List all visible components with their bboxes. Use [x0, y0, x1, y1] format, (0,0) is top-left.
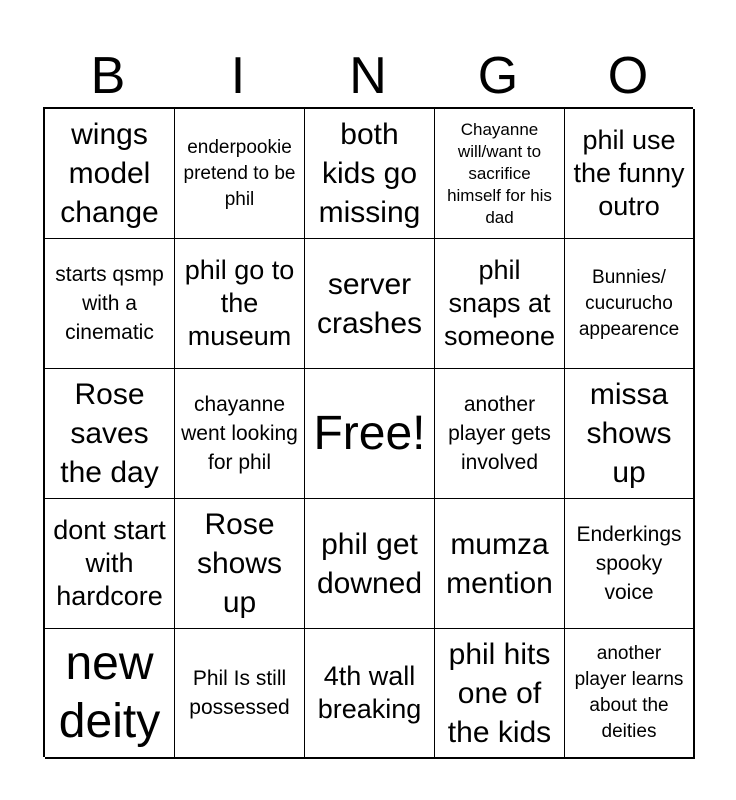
- free-space-cell[interactable]: [305, 369, 435, 499]
- bingo-grid: [43, 107, 693, 757]
- bingo-cell-text: phil get downed: [316, 527, 423, 600]
- bingo-cell-text: another player learns about the deities: [574, 643, 684, 742]
- bingo-cell[interactable]: [305, 499, 435, 629]
- bingo-cell-text: Rose saves the day: [60, 378, 159, 489]
- bingo-cell-text: phil go to the museum: [184, 255, 295, 351]
- bingo-cell-text: Bunnies/ cucurucho appearence: [578, 266, 680, 340]
- header-letter-n: N: [349, 47, 387, 105]
- bingo-cell[interactable]: [175, 369, 305, 499]
- header-letter-g: G: [477, 47, 519, 105]
- bingo-cell[interactable]: [435, 629, 565, 759]
- bingo-cell-text: Chayanne will/want to sacrifice himself for his dad: [447, 119, 552, 227]
- bingo-cell[interactable]: [565, 239, 695, 369]
- bingo-cell-text: Phil Is still possessed: [189, 667, 290, 719]
- bingo-cell-text: dont start with hardcore: [53, 515, 166, 611]
- bingo-cell[interactable]: [305, 109, 435, 239]
- bingo-cell[interactable]: [305, 239, 435, 369]
- bingo-cell-text: phil snaps at someone: [443, 255, 556, 351]
- bingo-cell[interactable]: [305, 629, 435, 759]
- bingo-cell-text: enderpookie pretend to be phil: [183, 136, 296, 210]
- bingo-cell[interactable]: [175, 239, 305, 369]
- bingo-cell[interactable]: [565, 629, 695, 759]
- bingo-cell-text: chayanne went looking for phil: [181, 393, 298, 474]
- bingo-cell[interactable]: [435, 109, 565, 239]
- bingo-cell-text: server crashes: [316, 267, 423, 340]
- bingo-cell[interactable]: [175, 629, 305, 759]
- bingo-cell[interactable]: [45, 239, 175, 369]
- bingo-cell[interactable]: [435, 239, 565, 369]
- bingo-cell-text: wings model change: [60, 118, 159, 229]
- bingo-cell-text: another player gets involved: [448, 393, 551, 474]
- bingo-cell[interactable]: [435, 499, 565, 629]
- bingo-cell-text: phil use the funny outro: [573, 125, 685, 221]
- bingo-cell-text: phil hits one of the kids: [447, 637, 552, 749]
- bingo-cell[interactable]: [175, 109, 305, 239]
- bingo-cell-text: Rose shows up: [196, 508, 283, 619]
- bingo-cell[interactable]: [565, 499, 695, 629]
- bingo-cell-text: new deity: [58, 637, 161, 748]
- bingo-cell-text: mumza mention: [446, 527, 553, 600]
- bingo-cell[interactable]: [175, 499, 305, 629]
- bingo-cell[interactable]: [45, 629, 175, 759]
- bingo-cell-text: Enderkings spooky voice: [576, 523, 682, 604]
- bingo-cell[interactable]: [45, 109, 175, 239]
- bingo-cell-text: starts qsmp with a cinematic: [55, 263, 164, 344]
- bingo-cell-text: both kids go missing: [318, 118, 421, 229]
- header-letter-o: O: [607, 47, 649, 105]
- bingo-cell[interactable]: [565, 109, 695, 239]
- header-letter-b: B: [90, 47, 126, 105]
- bingo-cell[interactable]: [45, 369, 175, 499]
- bingo-cell[interactable]: [45, 499, 175, 629]
- header-letter-i: I: [230, 47, 246, 105]
- bingo-cell[interactable]: [565, 369, 695, 499]
- bingo-header: [43, 44, 693, 108]
- bingo-cell-text: Free!: [313, 406, 426, 460]
- bingo-cell-text: 4th wall breaking: [317, 661, 422, 724]
- bingo-cell-text: missa shows up: [586, 378, 672, 489]
- bingo-cell[interactable]: [435, 369, 565, 499]
